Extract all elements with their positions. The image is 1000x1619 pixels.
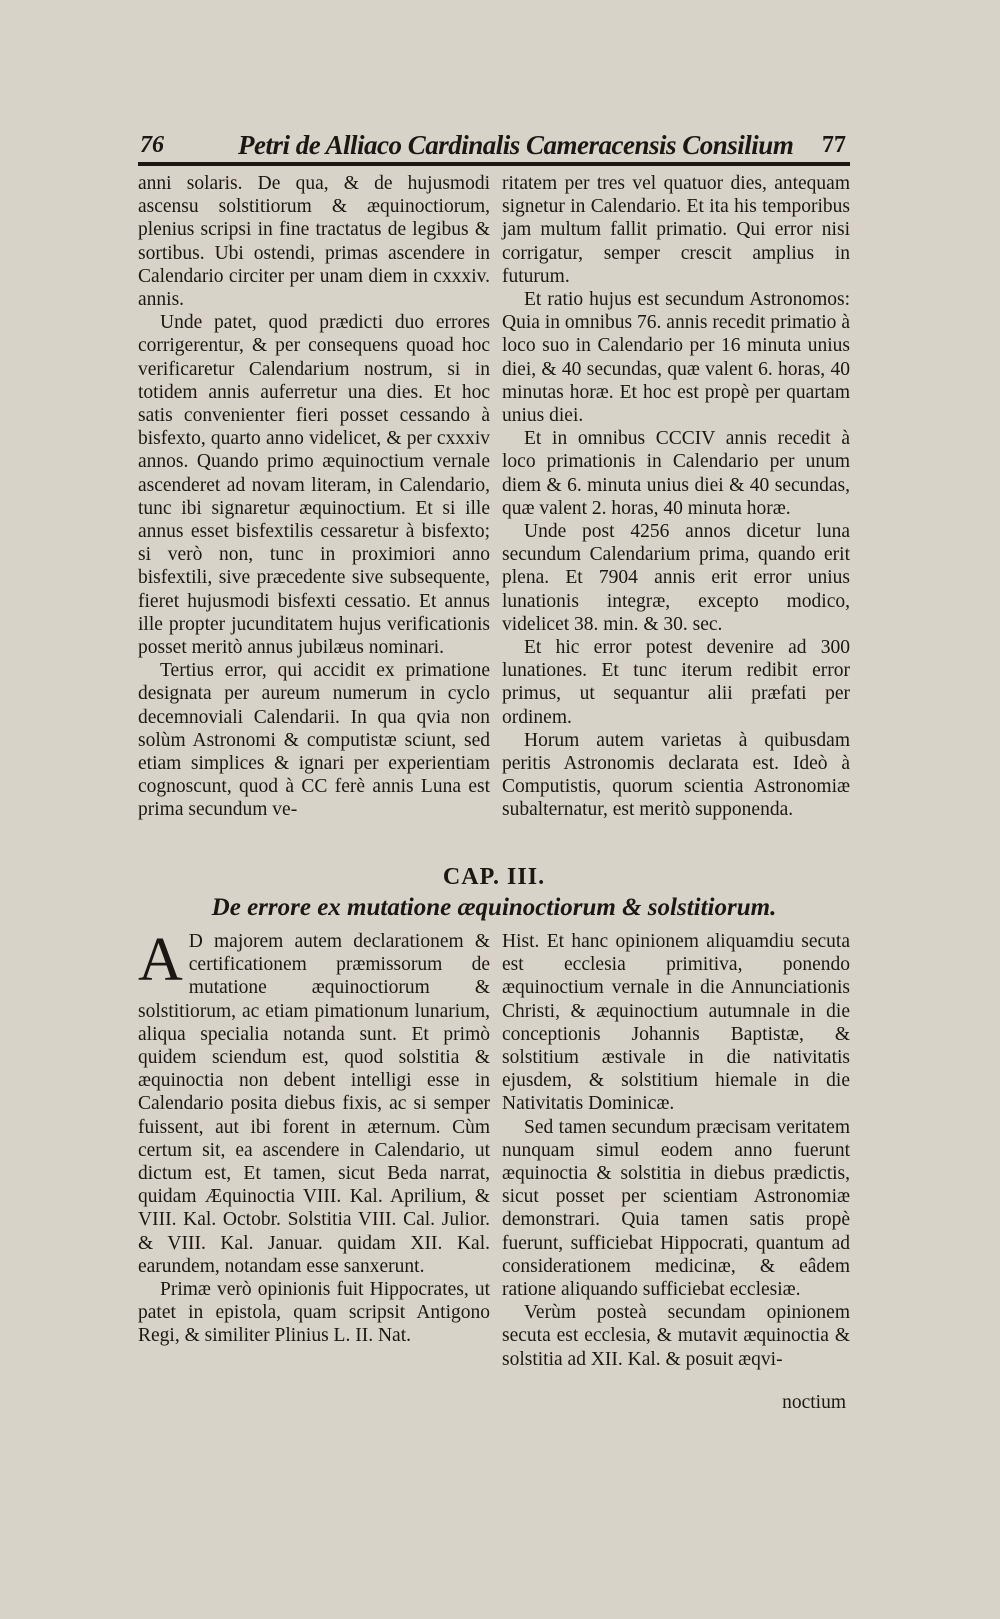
paragraph-text: D majorem autem declarationem & certificationem præmissorum de mutatione æquinoctiorum & solstitiorum, ac etiam pimationum lunarium, aliqua specialia notanda sunt. Et primò quidem sciendum est, quod solstitia & æquinoctia non debent intelligi esse in Calendario posita diebus fixis, ac si semper fuissent, aut ibi forent in æternum. Cùm certum sit, ea ascendere in Calendario, ut dictum est, Et tamen, sicut Beda narrat, quidam Æquinoctia VIII. Kal. Aprilium, & VIII. Kal. Octobr. Solstitia VIII. Cal. Julior. & VIII. Kal. Januar. quidam XII. Kal. earundem, notandam esse sanxerunt. bbox=[138, 931, 490, 1277]
paragraph: Et ratio hujus est secundum Astronomos: Quia in omnibus 76. annis recedit primatio à loco suo in Calendario per 16 minuta unius diei, & 40 secundas, quæ valent 6. horas, 40 minutas horæ. Et hoc est propè per quartam unius diei. bbox=[502, 289, 850, 427]
running-header bbox=[138, 124, 850, 164]
left-column-bottom bbox=[138, 926, 490, 1348]
right-column-top bbox=[502, 172, 850, 822]
paragraph: anni solaris. De qua, & de hujusmodi ascensu solstitiorum & æquinoctiorum, plenius scripsi in fine tractatus de legibus & sortibus. Ubi ostendi, primas ascendere in Calendario circiter per unam diem in cxxxiv. annis. bbox=[138, 173, 490, 311]
paragraph: Tertius error, qui accidit ex primatione designata per aureum numerum in cyclo decemnoviali Calendarii. In qua qvia non solùm Astronomi & computistæ sciunt, sed etiam simplices & ignari per experientiam cognoscunt, quod à CC ferè annis Luna est prima secundum ve- bbox=[138, 660, 490, 821]
left-column-top bbox=[138, 172, 490, 822]
paragraph: Primæ verò opinionis fuit Hippocrates, ut patet in epistola, quam scripsit Antigono Regi, & similiter Plinius L. II. Nat. bbox=[138, 1279, 490, 1347]
paragraph: ritatem per tres vel quatuor dies, antequam signetur in Calendario. Et ita his temporibus jam multum fallit primatio. Qui error nisi corrigatur, semper crescit amplius in futurum. bbox=[502, 173, 850, 287]
paragraph: Et hic error potest devenire ad 300 lunationes. Et tunc iterum redibit error primus, ut sequantur alii præfati per ordinem. bbox=[502, 637, 850, 728]
page-content bbox=[138, 124, 850, 1413]
chapter-subtitle: De errore ex mutatione æquinoctiorum & solstitiorum. bbox=[211, 894, 777, 921]
paragraph: Horum autem varietas à quibusdam peritis Astronomis declarata est. Ideò à Computistis, quorum scientia Astronomiæ subalternatur, est meritò supponenda. bbox=[502, 729, 850, 821]
paragraph: Et in omnibus CCCIV annis recedit à loco primationis in Calendario per unum diem & 6. minuta unius diei & 40 secundas, quæ valent 2. horas, 40 minuta horæ. bbox=[502, 428, 850, 519]
page-number-left: 76 bbox=[140, 132, 164, 158]
right-column-bottom bbox=[502, 930, 850, 1371]
page-number-right: 77 bbox=[822, 132, 846, 158]
drop-cap: A bbox=[138, 926, 183, 994]
paragraph: Unde patet, quod prædicti duo errores corrigerentur, & per consequens quoad hoc verificaretur Calendarium nostrum, si in totidem annis auferretur una dies. Et hoc satis convenienter fieri posset cessando à bisfexto, quarto anno videlicet, & per cxxxiv annos. Quando primo æquinoctium vernale ascenderet ad novam literam, in Calendario, tunc ibi signaretur æquinoctium. Et si ille annus esset bisfextilis cessaretur à bisfexto; si verò non, tunc in proximiori anno bisfextili, sive præcedente sive subsequente, fieret hujusmodi bisfexti cessatio. Et annus ille propter jucunditatem hujus verificationis posset meritò annus jubilæus nominari. bbox=[138, 312, 490, 659]
paragraph-with-dropcap bbox=[138, 926, 490, 1278]
paragraph: Sed tamen secundum præcisam veritatem nunquam simul eodem anno fuerunt æquinoctia & solstitia in diebus prædictis, sicut posset per scientiam Astronomiæ demonstrari. Quia tamen satis propè fuerunt, sufficiebat Hippocrati, quantum ad considerationem medicinæ, & eâdem ratione aliquando sufficiebat ecclesiæ. bbox=[502, 1116, 850, 1301]
chapter-heading: CAP. III. bbox=[442, 864, 546, 890]
paragraph: Unde post 4256 annos dicetur luna secundum Calendarium prima, quando erit plena. Et 7904 annis erit error unius lunationis integræ, excepto modico, videlicet 38. min. & 30. sec. bbox=[502, 521, 850, 635]
paragraph: Verùm posteà secundam opinionem secuta est ecclesia, & mutavit æquinoctia & solstitia ad XII. Kal. & posuit æqvi- bbox=[502, 1302, 850, 1370]
running-title: Petri de Alliaco Cardinalis Cameracensis Consilium bbox=[238, 130, 794, 160]
catchword: noctium bbox=[782, 1392, 846, 1413]
paragraph: Hist. Et hanc opinionem aliquamdiu secuta est ecclesia primitiva, ponendo æquinoctium vernale in die Annunciationis Christi, & æquinoctium autumnale in die conceptionis Johannis Baptistæ, & solstitium æstivale in die nativitatis ejusdem, & solstitium hiemale in die Nativitatis Dominicæ. bbox=[502, 931, 850, 1115]
header-rule bbox=[138, 162, 850, 166]
